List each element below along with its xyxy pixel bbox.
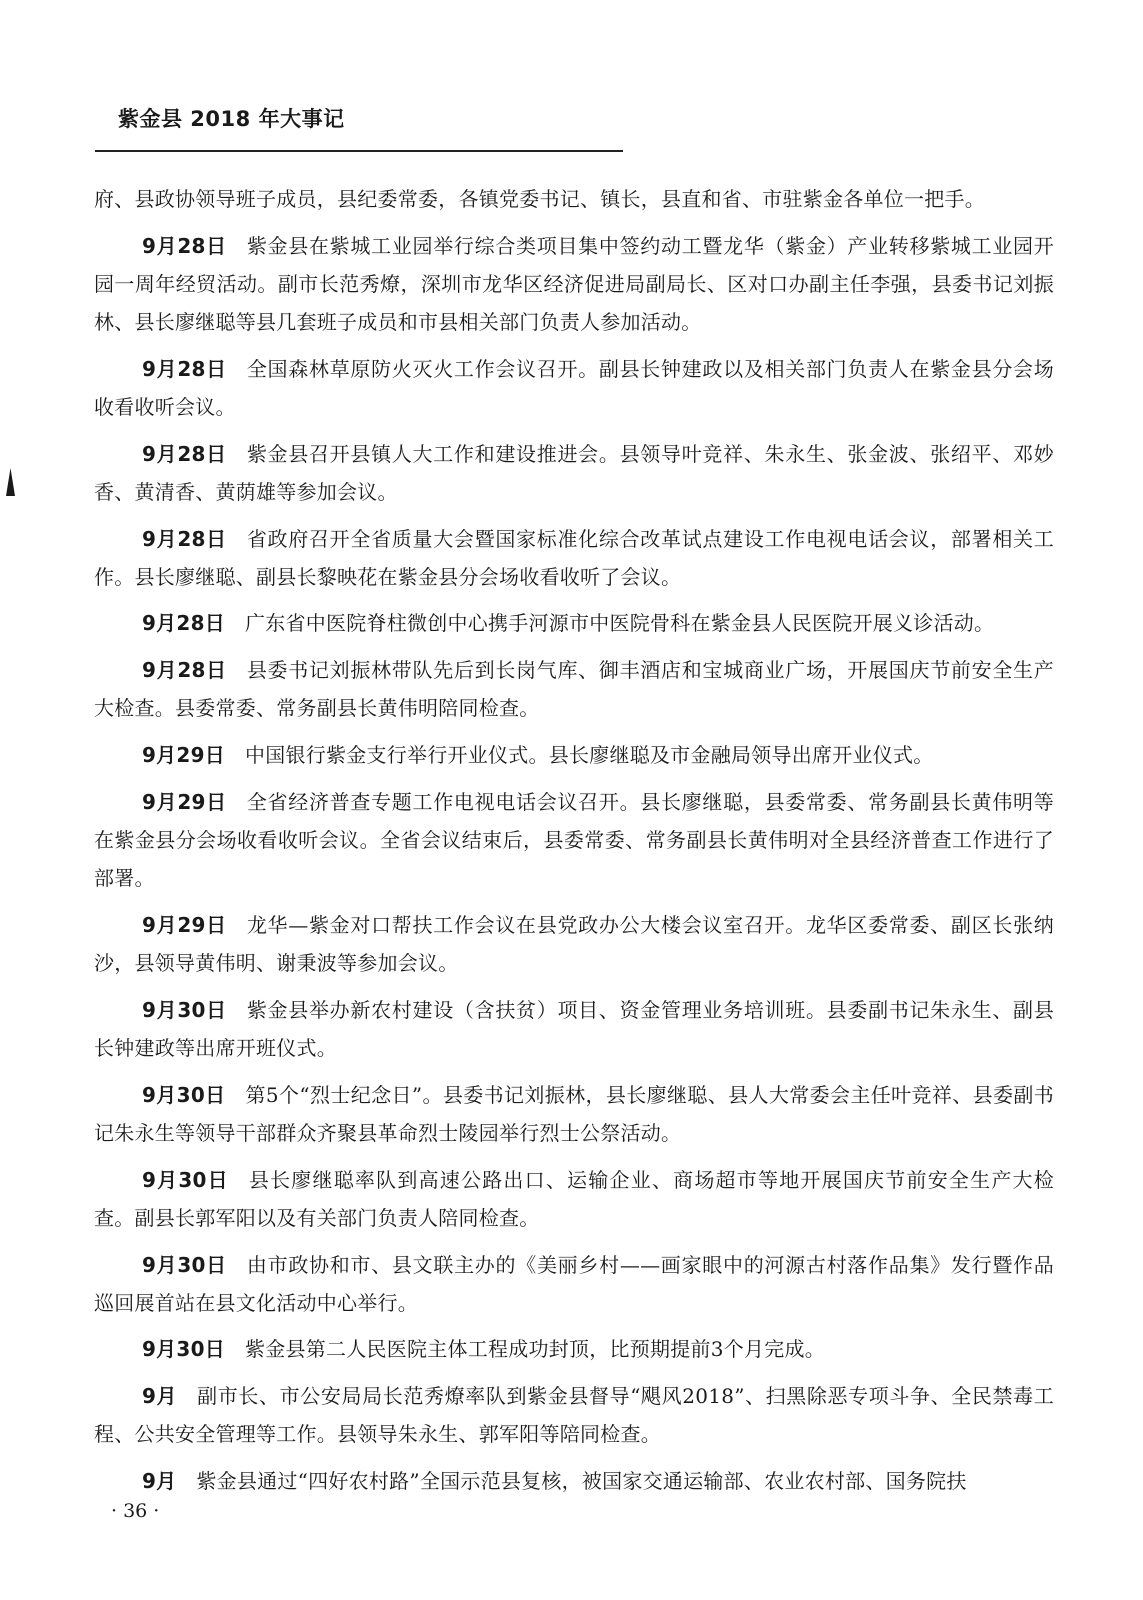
entry-paragraph [94, 1462, 1054, 1500]
entry-paragraph [94, 1377, 1054, 1453]
header-rule [95, 150, 623, 152]
entry-text: 龙华—紫金对口帮扶工作会议在县党政办公大楼会议室召开。龙华区委常委、副区长张纳沙，县领导黄伟明、谢秉波等参加会议。 [94, 913, 1055, 976]
entry-text: 副市长、市公安局局长范秀燎率队到紫金县督导“飓风2018”、扫黑除恶专项斗争、全民禁毒工程、公共安全管理等工作。县领导朱永生、郭军阳等陪同检查。 [94, 1384, 1054, 1447]
entry-paragraph [94, 991, 1054, 1067]
entry-date: 9月30日 [142, 1082, 226, 1107]
entry-text: 紫金县召开县镇人大工作和建设推进会。县领导叶竞祥、朱永生、张金波、张绍平、邓妙香、黄清香、黄荫雄等参加会议。 [94, 441, 1055, 504]
entry-text: 紫金县通过“四好农村路”全国示范县复核，被国家交通运输部、农业农村部、国务院扶 [196, 1469, 967, 1494]
entry-date: 9月30日 [142, 1252, 227, 1277]
entry-text: 广东省中医院脊柱微创中心携手河源市中医院骨科在紫金县人民医院开展义诊活动。 [245, 611, 995, 636]
entry-text: 省政府召开全省质量大会暨国家标准化综合改革试点建设工作电视电话会议，部署相关工作。县长廖继聪、副县长黎映花在紫金县分会场收看收听了会议。 [94, 526, 1055, 589]
entry-date: 9月30日 [142, 1337, 225, 1362]
entry-date: 9月30日 [142, 997, 227, 1022]
entry-date: 9月28日 [142, 658, 227, 683]
entry-date: 9月29日 [142, 913, 227, 938]
entry-date: 9月28日 [142, 233, 227, 258]
chronicle-body [94, 180, 1054, 1509]
entry-date: 9月30日 [142, 1167, 229, 1192]
entry-date: 9月29日 [142, 790, 227, 815]
entry-paragraph [94, 227, 1054, 341]
entry-date: 9月28日 [142, 356, 227, 381]
entry-paragraph [94, 520, 1054, 596]
entry-paragraph [94, 1246, 1054, 1322]
entry-text: 府、县政协领导班子成员，县纪委常委，各镇党委书记、镇长，县直和省、市驻紫金各单位一把手。 [94, 187, 985, 211]
entry-text: 第5个“烈士纪念日”。县委书记刘振林，县长廖继聪、县人大常委会主任叶竞祥、县委副书记朱永生等领导干部群众齐聚县革命烈士陵园举行烈士公祭活动。 [94, 1082, 1054, 1145]
entry-paragraph [94, 350, 1054, 426]
entry-date: 9月29日 [142, 743, 225, 768]
entry-text: 中国银行紫金支行举行开业仪式。县长廖继聪及市金融局领导出席开业仪式。 [245, 743, 934, 768]
margin-mark [6, 468, 15, 496]
page-number: · 36 · [111, 1500, 160, 1522]
entry-text: 全省经济普查专题工作电视电话会议召开。县长廖继聪，县委常委、常务副县长黄伟明等在紫金县分会场收看收听会议。全省会议结束后，县委常委、常务副县长黄伟明对全县经济普查工作进行了部署。 [94, 790, 1055, 891]
entry-paragraph [94, 435, 1054, 511]
entry-paragraph [94, 180, 1054, 218]
entry-paragraph [94, 906, 1054, 982]
entry-text: 由市政协和市、县文联主办的《美丽乡村——画家眼中的河源古村落作品集》发行暨作品巡回展首站在县文化活动中心举行。 [94, 1252, 1055, 1315]
entry-text: 紫金县在紫城工业园举行综合类项目集中签约动工暨龙华（紫金）产业转移紫城工业园开园一周年经贸活动。副市长范秀燎，深圳市龙华区经济促进局副局长、区对口办副主任李强，县委书记刘振林、县长廖继聪等县几套班子成员和市县相关部门负责人参加活动。 [94, 233, 1055, 334]
entry-paragraph [94, 651, 1054, 727]
entry-date: 9月28日 [142, 611, 225, 636]
entry-date: 9月 [142, 1469, 177, 1494]
entry-text: 县长廖继聪率队到高速公路出口、运输企业、商场超市等地开展国庆节前安全生产大检查。副县长郭军阳以及有关部门负责人陪同检查。 [94, 1167, 1055, 1230]
entry-text: 县委书记刘振林带队先后到长岗气库、御丰酒店和宝城商业广场，开展国庆节前安全生产大检查。县委常委、常务副县长黄伟明陪同检查。 [94, 658, 1055, 721]
entry-paragraph [94, 604, 1054, 642]
entry-paragraph [94, 783, 1054, 897]
entry-text: 紫金县举办新农村建设（含扶贫）项目、资金管理业务培训班。县委副书记朱永生、副县长钟建政等出席开班仪式。 [94, 997, 1055, 1060]
entry-date: 9月28日 [142, 526, 227, 551]
entry-paragraph [94, 1161, 1054, 1237]
running-header: 紫金县 2018 年大事记 [118, 107, 345, 131]
entry-text: 全国森林草原防火灭火工作会议召开。副县长钟建政以及相关部门负责人在紫金县分会场收看收听会议。 [94, 356, 1055, 419]
entry-text: 紫金县第二人民医院主体工程成功封顶，比预期提前3个月完成。 [245, 1337, 825, 1362]
entry-date: 9月 [142, 1384, 178, 1409]
entry-paragraph [94, 1076, 1054, 1152]
entry-paragraph [94, 736, 1054, 774]
entry-paragraph [94, 1330, 1054, 1368]
entry-date: 9月28日 [142, 441, 227, 466]
